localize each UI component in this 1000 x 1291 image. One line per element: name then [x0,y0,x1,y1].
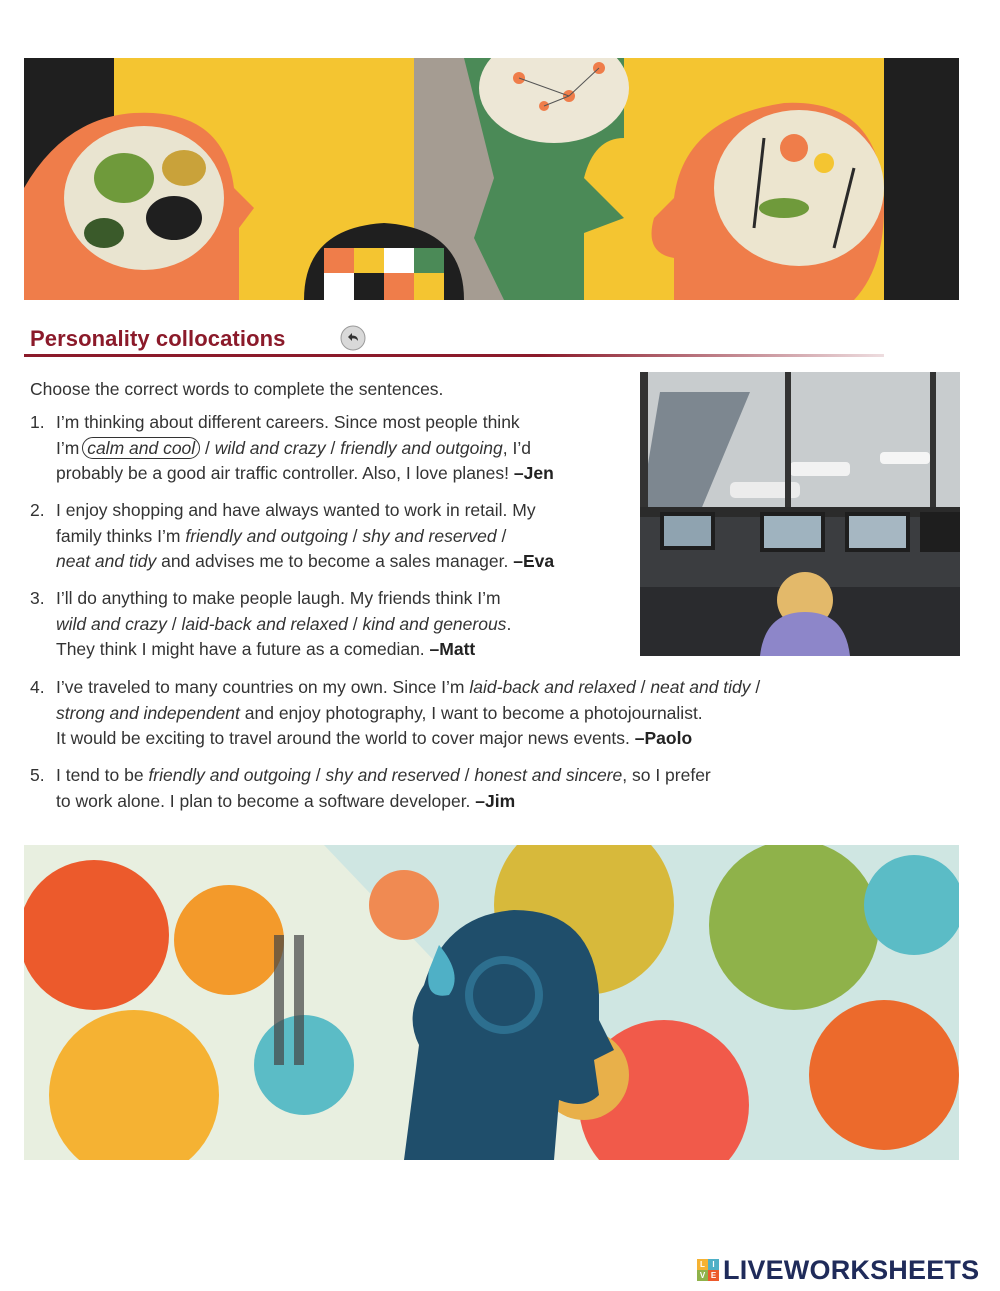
option[interactable]: strong and independent [56,702,240,723]
liveworksheets-logo [697,1255,979,1285]
item-line: They think I might have a future as a comedian. –Matt [56,639,476,659]
item-line: to work alone. I plan to become a software developer. –Jim [56,790,516,811]
item-line: strong and independent and enjoy photography, I want to become a photojournalist. [56,702,703,723]
speaker-name: –Matt [429,639,476,659]
option[interactable]: wild and crazy [214,437,326,458]
item-line: I’m calm and cool / wild and crazy / friendly and outgoing, I’d [56,437,531,458]
option-selected[interactable]: calm and cool [82,437,200,459]
item-line: It would be exciting to travel around the world to cover major news events. –Paolo [56,728,693,748]
exercise-item-5 [30,763,711,814]
item-number: 5. [30,765,45,785]
section-title: Personality collocations [30,326,286,351]
audio-replay-icon[interactable] [340,325,366,351]
exercise-item-3 [30,586,511,663]
exercise-item-1 [30,410,554,487]
item-number: 1. [30,412,45,432]
bottom-banner-illustration [24,845,959,1160]
item-line: I tend to be friendly and outgoing / shy and reserved / honest and sincere, so I prefer [56,765,711,785]
item-line: I’ll do anything to make people laugh. My friends think I’m [56,588,501,608]
option[interactable]: friendly and outgoing [185,525,348,546]
instructions-text: Choose the correct words to complete the sentences. [30,379,444,399]
option[interactable]: neat and tidy [650,677,751,697]
logo-badge-icon: L I V E [697,1259,719,1281]
option[interactable]: wild and crazy [56,613,167,634]
option[interactable]: honest and sincere [474,765,623,785]
option[interactable]: laid-back and relaxed [469,677,636,697]
speaker-name: –Paolo [634,728,693,748]
item-line: I’ve traveled to many countries on my own. Since I’m laid-back and relaxed / neat and tidy / [56,677,761,697]
heading-divider [24,354,884,357]
option[interactable]: neat and tidy [56,551,157,571]
item-line: wild and crazy / laid-back and relaxed / kind and generous. [56,613,512,634]
item-line: I’m thinking about different careers. Since most people think [56,412,520,432]
item-line: family thinks I’m friendly and outgoing / shy and reserved / [56,525,507,546]
item-line: probably be a good air traffic controller. Also, I love planes! –Jen [56,463,554,483]
option[interactable]: kind and generous [362,613,507,634]
item-line: neat and tidy and advises me to become a sales manager. –Eva [56,551,555,571]
option[interactable]: shy and reserved [362,525,497,546]
option[interactable]: shy and reserved [325,765,460,785]
exercise-item-4 [30,675,760,752]
option[interactable]: friendly and outgoing [340,437,503,458]
item-line: I enjoy shopping and have always wanted to work in retail. My [56,500,536,520]
top-banner-illustration [24,58,959,300]
speaker-name: –Jim [475,790,516,811]
option[interactable]: laid-back and relaxed [181,613,348,634]
speaker-name: –Jen [513,463,554,483]
item-number: 3. [30,588,45,608]
speaker-name: –Eva [513,551,555,571]
item-number: 2. [30,500,45,520]
exercise-item-2 [30,498,554,575]
logo-text: LIVEWORKSHEETS [723,1254,980,1285]
item-number: 4. [30,677,45,697]
option[interactable]: friendly and outgoing [148,765,311,785]
air-traffic-control-photo [640,372,960,656]
